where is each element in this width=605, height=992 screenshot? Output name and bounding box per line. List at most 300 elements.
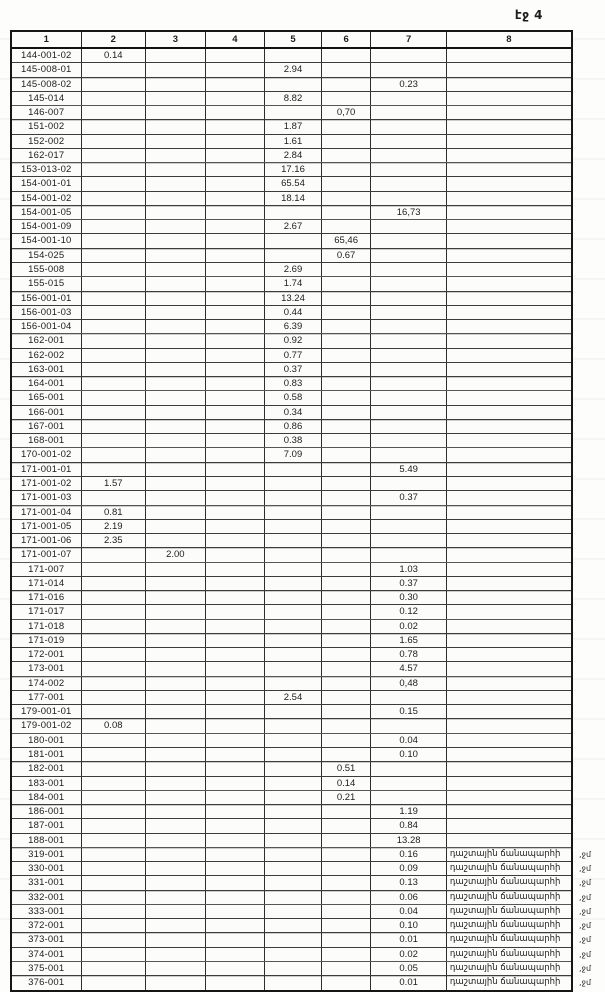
table-cell [322, 976, 372, 989]
table-row [12, 619, 571, 633]
table-row [12, 291, 571, 305]
table-row [12, 804, 571, 818]
column-header: 8 [506, 34, 512, 45]
table-cell [322, 819, 372, 832]
table-cell [146, 834, 206, 847]
table-cell [146, 49, 206, 62]
table-row [12, 348, 571, 362]
table-cell: 2.67 [265, 220, 322, 233]
table-cell [322, 933, 372, 946]
table-cell [447, 734, 571, 747]
table-cell [82, 391, 147, 404]
table-cell [371, 762, 446, 775]
table-cell [206, 948, 266, 961]
row-code-cell: 154-001-01 [12, 177, 82, 190]
table-cell [206, 662, 266, 675]
table-cell [82, 292, 147, 305]
table-cell [82, 320, 147, 333]
table-cell [206, 406, 266, 419]
row-code-cell: 162-001 [12, 334, 82, 347]
table-row [12, 376, 571, 390]
table-cell: 0.02 [371, 620, 446, 633]
table-cell: 1.87 [265, 120, 322, 133]
table-cell [146, 591, 206, 604]
table-cell [82, 192, 147, 205]
table-cell [265, 891, 322, 904]
table-cell [322, 620, 372, 633]
table-cell [371, 177, 446, 190]
table-cell [146, 92, 206, 105]
table-cell: 0.77 [265, 349, 322, 362]
data-table [10, 30, 592, 992]
table-cell [447, 591, 571, 604]
table-row [12, 562, 571, 576]
table-cell [206, 819, 266, 832]
row-code-cell: 179-001-02 [12, 719, 82, 732]
table-cell [82, 135, 147, 148]
table-cell [322, 491, 372, 504]
table-cell [146, 819, 206, 832]
table-cell [322, 591, 372, 604]
row-code-cell: 154-025 [12, 249, 82, 262]
table-cell [82, 976, 147, 989]
table-cell [447, 705, 571, 718]
table-cell [371, 106, 446, 119]
column-header: 6 [322, 32, 372, 47]
table-cell [146, 220, 206, 233]
table-cell [322, 648, 372, 661]
table-cell: դաշտային ճանապարհի [449, 848, 561, 859]
table-row [12, 148, 571, 162]
table-cell: 8.82 [265, 92, 322, 105]
table-cell [371, 520, 446, 533]
table-cell [146, 933, 206, 946]
table-cell [206, 135, 266, 148]
table-cell [447, 777, 571, 790]
table-cell [447, 834, 571, 847]
table-cell [82, 220, 147, 233]
table-cell [146, 648, 206, 661]
table-cell: 0.23 [371, 78, 446, 91]
column-header: 7 [371, 32, 446, 47]
table-cell [447, 377, 571, 390]
table-cell [206, 477, 266, 490]
table-cell: 0.06 [371, 891, 446, 904]
table-cell [146, 777, 206, 790]
row-code-cell: 171-001-03 [12, 491, 82, 504]
table-cell: 0.44 [265, 306, 322, 319]
table-cell [206, 805, 266, 818]
table-cell [146, 748, 206, 761]
row-code-cell: 188-001 [12, 834, 82, 847]
table-cell [146, 691, 206, 704]
table-cell [322, 805, 372, 818]
table-row [12, 105, 571, 119]
table-row [12, 947, 592, 961]
table-cell [206, 834, 266, 847]
table-cell [206, 448, 266, 461]
table-cell [322, 363, 372, 376]
table-cell [265, 805, 322, 818]
table-cell [82, 591, 147, 604]
table-cell: դաշտային ճանապարհի [449, 877, 561, 888]
table-cell [146, 491, 206, 504]
table-cell: 1.74 [265, 277, 322, 290]
table-cell [206, 434, 266, 447]
table-cell [82, 63, 147, 76]
table-row [12, 533, 571, 547]
table-cell [146, 876, 206, 889]
table-cell [206, 648, 266, 661]
table-cell [322, 677, 372, 690]
table-cell: դաշտային ճանապարհի [449, 905, 561, 916]
table-cell [371, 306, 446, 319]
table-cell: դաշտային ճանապարհի [449, 891, 561, 902]
table-cell [322, 78, 372, 91]
table-cell [146, 634, 206, 647]
table-cell [146, 106, 206, 119]
table-cell: 0.10 [371, 748, 446, 761]
table-cell [206, 862, 266, 875]
table-cell [447, 363, 571, 376]
table-cell: 0.38 [265, 434, 322, 447]
row-code-cell: 171-001-04 [12, 506, 82, 519]
table-cell [146, 919, 206, 932]
table-cell: 0.51 [322, 762, 372, 775]
table-cell [146, 377, 206, 390]
table-cell [322, 905, 372, 918]
table-cell [206, 748, 266, 761]
table-cell [146, 534, 206, 547]
table-cell [206, 249, 266, 262]
table-row [12, 861, 592, 875]
table-cell [447, 63, 571, 76]
table-cell: 0.05 [371, 962, 446, 975]
table-cell [371, 477, 446, 490]
row-code-cell: 319-001 [12, 848, 82, 861]
table-cell [322, 220, 372, 233]
row-code-cell: 171-014 [12, 577, 82, 590]
table-row [12, 134, 571, 148]
table-row [12, 604, 571, 618]
table-cell [371, 320, 446, 333]
table-cell [322, 277, 372, 290]
table-cell [371, 49, 446, 62]
table-cell [371, 277, 446, 290]
table-cell [265, 777, 322, 790]
table-cell [206, 306, 266, 319]
table-cell [146, 791, 206, 804]
table-cell [146, 135, 206, 148]
table-row [12, 77, 571, 91]
row-code-cell: 154-001-02 [12, 192, 82, 205]
table-row [12, 248, 571, 262]
table-cell [82, 249, 147, 262]
table-cell: դաշտային ճանապարհի [449, 934, 561, 945]
table-cell [371, 292, 446, 305]
table-cell [265, 477, 322, 490]
table-cell [447, 334, 571, 347]
margin-unit-note: ,ջմ [579, 935, 592, 945]
table-cell [82, 905, 147, 918]
table-cell [447, 448, 571, 461]
table-row [12, 433, 571, 447]
table-cell [206, 292, 266, 305]
row-code-cell: 153-013-02 [12, 163, 82, 176]
row-code-cell: 156-001-03 [12, 306, 82, 319]
table-cell [265, 605, 322, 618]
table-cell [447, 306, 571, 319]
table-cell [447, 463, 571, 476]
table-cell [82, 163, 147, 176]
table-cell [322, 149, 372, 162]
table-cell [82, 933, 147, 946]
table-cell [322, 463, 372, 476]
table-cell [146, 177, 206, 190]
table-cell [265, 719, 322, 732]
table-cell: 6.39 [265, 320, 322, 333]
table-cell [146, 862, 206, 875]
table-cell [206, 791, 266, 804]
table-cell [447, 135, 571, 148]
table-cell [82, 149, 147, 162]
table-row [12, 718, 571, 732]
table-cell [322, 691, 372, 704]
table-cell [82, 577, 147, 590]
table-row [12, 262, 571, 276]
table-cell [206, 919, 266, 932]
table-cell: 65,46 [322, 234, 372, 247]
table-cell [322, 206, 372, 219]
table-row [12, 276, 571, 290]
table-cell: 0.83 [265, 377, 322, 390]
table-row [12, 419, 571, 433]
table-cell [206, 605, 266, 618]
table-row [12, 176, 571, 190]
table-cell [206, 363, 266, 376]
table-cell [206, 719, 266, 732]
table-cell [82, 377, 147, 390]
table-cell [265, 848, 322, 861]
table-cell [206, 677, 266, 690]
table-cell: 2.00 [146, 548, 206, 561]
table-cell [447, 434, 571, 447]
table-cell: 0,70 [322, 106, 372, 119]
table-cell [82, 448, 147, 461]
table-body [12, 49, 592, 990]
table-cell: 0.37 [371, 577, 446, 590]
table-cell [146, 891, 206, 904]
table-cell [82, 862, 147, 875]
table-cell [146, 762, 206, 775]
table-cell [265, 548, 322, 561]
table-cell [447, 192, 571, 205]
table-cell: 0,48 [371, 677, 446, 690]
table-cell: 18.14 [265, 192, 322, 205]
table-cell [447, 177, 571, 190]
table-cell [82, 819, 147, 832]
table-cell: 2.54 [265, 691, 322, 704]
table-cell [322, 548, 372, 561]
table-row [12, 932, 592, 946]
table-cell [82, 463, 147, 476]
table-cell [206, 49, 266, 62]
table-row [12, 305, 571, 319]
table-cell [206, 933, 266, 946]
table-cell [146, 448, 206, 461]
table-row [12, 319, 571, 333]
table-cell [146, 620, 206, 633]
table-row [12, 505, 571, 519]
table-cell: 0.15 [371, 705, 446, 718]
table-cell [82, 791, 147, 804]
table-cell [146, 206, 206, 219]
table-row [12, 462, 571, 476]
table-cell [322, 448, 372, 461]
row-code-cell: 162-002 [12, 349, 82, 362]
table-cell [206, 391, 266, 404]
table-cell: 1.03 [371, 563, 446, 576]
table-cell [447, 120, 571, 133]
table-cell [82, 762, 147, 775]
table-cell [82, 705, 147, 718]
table-cell [146, 263, 206, 276]
table-row [12, 62, 571, 76]
table-cell [82, 420, 147, 433]
margin-unit-note: ,ջմ [579, 964, 592, 973]
table-cell [322, 320, 372, 333]
table-row [12, 519, 571, 533]
table-cell [206, 277, 266, 290]
table-cell [447, 520, 571, 533]
table-cell [265, 249, 322, 262]
table-cell [206, 506, 266, 519]
table-cell [447, 49, 571, 62]
table-cell [447, 805, 571, 818]
table-cell [206, 120, 266, 133]
table-row [12, 390, 571, 404]
table-cell [322, 349, 372, 362]
table-cell [322, 563, 372, 576]
table-cell [82, 691, 147, 704]
table-cell [82, 334, 147, 347]
table-cell [265, 106, 322, 119]
table-cell [371, 334, 446, 347]
table-row [12, 233, 571, 247]
row-code-cell: 154-001-05 [12, 206, 82, 219]
margin-unit-note: ,ջմ [579, 864, 592, 874]
row-code-cell: 145-014 [12, 92, 82, 105]
table-cell: 0.08 [82, 719, 147, 732]
table-cell [447, 249, 571, 262]
table-cell [322, 634, 372, 647]
table-cell [82, 805, 147, 818]
row-code-cell: 164-001 [12, 377, 82, 390]
table-cell [322, 135, 372, 148]
table-cell [206, 234, 266, 247]
table-cell [206, 548, 266, 561]
table-cell [447, 420, 571, 433]
table-cell [322, 891, 372, 904]
table-row [12, 975, 592, 989]
table-cell [206, 620, 266, 633]
table-cell [82, 948, 147, 961]
table-cell [146, 163, 206, 176]
table-cell [447, 78, 571, 91]
table-cell [146, 563, 206, 576]
table-cell: 0.34 [265, 406, 322, 419]
table-cell [146, 420, 206, 433]
table-cell [322, 63, 372, 76]
table-cell [322, 748, 372, 761]
table-cell [206, 905, 266, 918]
table-row [12, 590, 571, 604]
row-code-cell: 144-001-02 [12, 49, 82, 62]
table-row [12, 333, 571, 347]
table-row [12, 733, 571, 747]
table-cell [322, 292, 372, 305]
table-cell [371, 92, 446, 105]
table-cell [322, 520, 372, 533]
table-row [12, 447, 571, 461]
table-cell [371, 691, 446, 704]
table-cell [146, 349, 206, 362]
margin-unit-note: ,ջմ [579, 978, 592, 988]
table-cell [447, 106, 571, 119]
table-cell [322, 534, 372, 547]
table-cell [265, 677, 322, 690]
table-cell [265, 206, 322, 219]
table-row [12, 833, 571, 847]
table-row [12, 219, 571, 233]
table-cell [322, 848, 372, 861]
table-cell [146, 249, 206, 262]
table-cell [371, 719, 446, 732]
table-cell [206, 634, 266, 647]
column-header: 3 [146, 32, 206, 47]
table-cell [265, 933, 322, 946]
column-header: 5 [265, 32, 322, 47]
table-cell: դաշտային ճանապարհի [449, 948, 561, 959]
row-code-cell: 168-001 [12, 434, 82, 447]
table-cell: 0.58 [265, 391, 322, 404]
row-code-cell: 179-001-01 [12, 705, 82, 718]
row-code-cell: 165-001 [12, 391, 82, 404]
table-cell [322, 919, 372, 932]
row-code-cell: 156-001-01 [12, 292, 82, 305]
table-cell [146, 78, 206, 91]
table-row [12, 847, 592, 861]
table-cell: 0.37 [265, 363, 322, 376]
table-cell [146, 905, 206, 918]
table-row [12, 476, 571, 490]
row-code-cell: 146-007 [12, 106, 82, 119]
row-code-cell: 162-017 [12, 149, 82, 162]
table-cell [146, 306, 206, 319]
table-cell [82, 677, 147, 690]
row-code-cell: 373-001 [12, 933, 82, 946]
margin-unit-note: ,ջմ [579, 906, 592, 916]
row-code-cell: 171-001-07 [12, 548, 82, 561]
table-row [12, 205, 571, 219]
table-cell: 0.14 [82, 49, 147, 62]
row-code-cell: 154-001-10 [12, 234, 82, 247]
table-cell [265, 520, 322, 533]
table-cell [447, 220, 571, 233]
table-cell: 0.04 [371, 905, 446, 918]
table-cell [146, 391, 206, 404]
table-cell: դաշտային ճանապարհի [449, 920, 561, 931]
